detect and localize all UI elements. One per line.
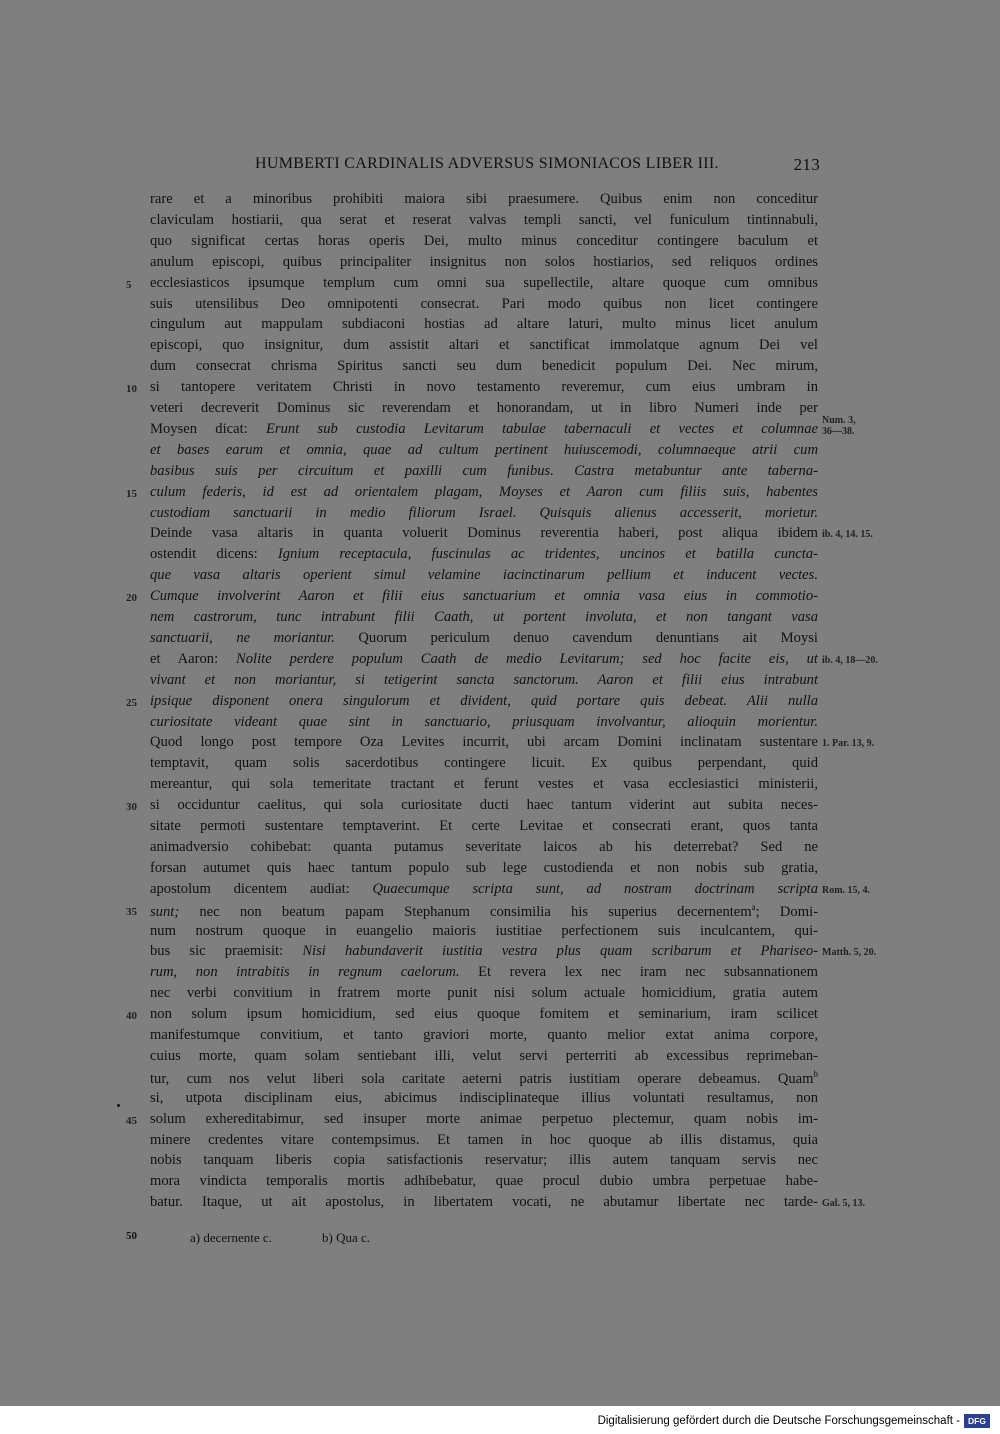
text-line: [150, 588, 818, 609]
text-segment: nobis tanquam liberis copia satisfactionis reservatur; illis autem tanquam servis nec: [150, 1152, 818, 1169]
text-line: [150, 1152, 818, 1173]
line-number: 5: [126, 278, 132, 291]
text-line: [150, 233, 818, 254]
line-number: 20: [126, 592, 137, 605]
margin-citation: Matth. 5, 20.: [822, 947, 877, 959]
text-segment: mereantur, qui sola temeritate tractant et ferunt vestes et vasa ecclesiastici ministerii,: [150, 776, 818, 793]
footnote-line-number: 50: [126, 1230, 137, 1242]
text-line: [150, 400, 818, 421]
text-line: [150, 191, 818, 212]
italic-quote: Cumque involverint Aaron et filii eius sanctuarium et omnia vasa eius in commotio-: [150, 588, 818, 605]
text-segment: mora vindicta temporalis mortis adhibebatur, quae procul dubio umbra perpetuae habe-: [150, 1173, 818, 1190]
text-line: [150, 755, 818, 776]
margin-citation: 1. Par. 13, 9.: [822, 738, 875, 750]
text-segment: num nostrum quoque in euangelio maioris iustitiae perfectionem suis inculcantem, qui-: [150, 922, 818, 939]
page-number: 213: [793, 155, 820, 174]
footnote-a: a) decernente c.: [190, 1230, 272, 1245]
text-segment: Quorum periculum denuo cavendum denuntians ait Moysi: [334, 629, 818, 646]
text-line: [150, 943, 818, 964]
text-line: [150, 1132, 818, 1153]
text-segment: Et revera lex nec iram nec subsannationem: [459, 964, 818, 981]
text-segment: apostolum dicentem audiat:: [150, 880, 373, 897]
text-segment: forsan autumet quis haec tantum populo sub lege custodienda et non nobis sub gratia,: [150, 859, 818, 876]
text-segment: anulum episcopi, quibus principaliter insignitus non solos hostiarios, sed reliquos ordines: [150, 253, 818, 270]
text-line: [150, 902, 818, 923]
text-line: [150, 609, 818, 630]
text-segment: batur. Itaque, ut ait apostolus, in libertatem vocati, ne abutamur libertate nec tarde-: [150, 1194, 818, 1211]
margin-citation: Rom. 15, 4.: [822, 884, 871, 896]
text-line: [150, 714, 818, 735]
line-number: 45: [126, 1114, 137, 1127]
text-line: [150, 254, 818, 275]
text-line: [150, 421, 818, 442]
text-segment: nec verbi convitium in fratrem morte punit nisi solum actuale homicidium, gratia autem: [150, 985, 818, 1002]
italic-quote: Erunt sub custodia Levitarum tabulae tabernaculi et vectes et columnae: [266, 420, 818, 437]
footnote-b: b) Qua c.: [322, 1230, 371, 1245]
margin-citation: ib. 4, 14. 15.: [822, 529, 873, 541]
footnote-marker: b: [813, 1068, 818, 1079]
text-line: [150, 567, 818, 588]
text-line: [150, 1027, 818, 1048]
text-segment: suis utensilibus Deo omnipotenti consecrat. Pari modo quibus non licet contingere: [150, 295, 818, 312]
text-line: [150, 923, 818, 944]
text-segment: ostendit dicens:: [150, 546, 278, 563]
text-segment: rare et a minoribus prohibiti maiora sibi praesumere. Quibus enim non conceditur: [150, 191, 818, 207]
text-segment: claviculam hostiarii, qua serat et reserat valvas templi sancti, vel funiculum tintinnabuli,: [150, 211, 818, 228]
text-line: [150, 693, 818, 714]
text-segment: et Aaron:: [150, 650, 237, 667]
text-line: [150, 985, 818, 1006]
footer-credit: Digitalisierung gefördert durch die Deutsche Forschungsgemeinschaft -: [597, 1415, 960, 1427]
text-segment: si, utpota disciplinam eius, abicimus indisciplinateque illius voluntati resultamus, non: [150, 1089, 818, 1106]
text-segment: si tantopere veritatem Christi in novo testamento reveremur, cum eius umbram in: [150, 379, 818, 396]
text-segment: dum consecrat chrisma Spiritus sancti seu dum benedicit populum Dei. Nec mirum,: [150, 358, 818, 375]
text-segment: manifestumque convitium, et tanto graviori morte, quanto melior extat anima corpore,: [150, 1027, 818, 1043]
italic-quote: ipsique disponent onera singulorum et divident, quid portare quis debeat. Alii nulla: [150, 692, 818, 709]
text-line: [150, 546, 818, 567]
italic-quote: culum federis, id est ad orientalem plagam, Moyses et Aaron cum filiis suis, habentes: [150, 483, 818, 500]
text-line: [150, 484, 818, 505]
italic-quote: Nisi habundaverit iustitia vestra plus quam scribarum et Phariseo-: [302, 943, 818, 960]
text-segment: si occiduntur caelitus, qui sola curiositate ducti haec tantum viderint aut subita neces-: [150, 797, 818, 814]
italic-quote: sunt;: [150, 903, 180, 920]
text-line: [150, 337, 818, 358]
text-line: [150, 1173, 818, 1194]
italic-quote: curiositate videant quae sint in sanctuario, priusquam involvantur, alioquin morientur.: [150, 713, 818, 730]
text-segment: Deinde vasa altaris in quanta voluerit Dominus reverentia haberi, post aliqua ibidem: [150, 525, 818, 542]
text-line: [150, 212, 818, 233]
text-segment: ; Domi-: [755, 903, 818, 920]
text-line: [150, 379, 818, 400]
text-line: [150, 1069, 818, 1090]
text-line: [150, 525, 818, 546]
text-line: [150, 1006, 818, 1027]
italic-quote: sanctuarii, ne moriantur.: [150, 629, 335, 646]
text-segment: Moysen dicat:: [150, 420, 266, 437]
text-line: [150, 1111, 818, 1132]
text-segment: ecclesiasticos ipsumque templum cum omni sua supellectile, altare quoque cum omnibus: [150, 274, 818, 291]
line-number: 30: [126, 801, 137, 814]
line-number: 40: [126, 1010, 137, 1023]
text-line: [150, 651, 818, 672]
text-line: [150, 296, 818, 317]
text-line: [150, 275, 818, 296]
footnote-marker: a: [751, 901, 756, 912]
text-line: [150, 860, 818, 881]
text-line: [150, 442, 818, 463]
text-segment: animadversio cohibebat: quanta putamus severitate laicos ab his deterrebat? Sed ne: [150, 838, 818, 855]
line-number: 35: [126, 905, 137, 918]
text-line: [150, 797, 818, 818]
text-line: [150, 1194, 818, 1215]
margin-citation: Num. 3, 36—38.: [822, 414, 856, 437]
text-segment: non solum ipsum homicidium, sed eius quoque fomitem et seminarium, iram scilicet: [150, 1006, 818, 1023]
text-line: [150, 1090, 818, 1111]
footer-bar: [0, 1406, 1000, 1434]
text-segment: cuius morte, quam solam sentiebant illi, velut servi perterriti ab excessibus reprimeban-: [150, 1047, 818, 1064]
text-line: [150, 881, 818, 902]
text-segment: bus sic praemisit:: [150, 943, 303, 960]
italic-quote: Ignium receptacula, fuscinulas ac tridentes, uncinos et batilla cuncta-: [277, 546, 818, 563]
text-line: [150, 839, 818, 860]
text-segment: nec non beatum papam Stephanum consimilia his superius decernentem: [179, 903, 752, 920]
text-segment: tur, cum nos velut liberi sola caritate aeterni patris iustitiam operare debeamus. Quam: [150, 1070, 814, 1087]
text-line: [150, 964, 818, 985]
italic-quote: Quaecumque scripta sunt, ad nostram doctrinam scripta: [372, 880, 818, 897]
text-line: [150, 818, 818, 839]
line-number: 25: [126, 696, 137, 709]
text-line: [150, 463, 818, 484]
text-line: [150, 1048, 818, 1069]
margin-citation: ib. 4, 18—20.: [822, 654, 878, 666]
text-segment: Quod longo post tempore Oza Levites incurrit, ubi arcam Domini inclinatam sustentare: [150, 734, 818, 751]
italic-quote: que vasa altaris operient simul velamine iacinctinarum pellium et inducent vectes.: [150, 567, 818, 584]
text-segment: episcopi, quo insignitur, dum assistit altari et sanctificat immolatque agnum Dei vel: [150, 337, 818, 354]
italic-quote: vivant et non moriantur, si tetigerint sancta sanctorum. Aaron et filii eius intrabunt: [150, 671, 818, 688]
dfg-logo: DFG: [964, 1414, 990, 1428]
running-title: HUMBERTI CARDINALIS ADVERSUS SIMONIACOS LIBER III.: [255, 155, 719, 172]
italic-quote: basibus suis per circuitum et paxilli cum funibus. Castra metabuntur ante taberna-: [150, 462, 818, 479]
text-line: [150, 505, 818, 526]
text-segment: sitate permoti sustentare temptaverint. Et certe Levitae et consecrati erant, quos tanta: [150, 818, 818, 834]
italic-quote: custodiam sanctuarii in medio filiorum Israel. Quisquis alienus accesserit, morietur.: [150, 504, 818, 521]
text-line: [150, 316, 818, 337]
text-segment: solum exhereditabimur, sed insuper morte animae perpetuo plectemur, quam nobis im-: [150, 1110, 818, 1127]
italic-quote: rum, non intrabitis in regnum caelorum.: [150, 964, 460, 981]
margin-dot: [117, 1104, 120, 1107]
text-line: [150, 358, 818, 379]
line-number: 15: [126, 487, 137, 500]
text-segment: quo significat certas horas operis Dei, multo minus conceditur contingere baculum et: [150, 232, 818, 249]
text-segment: minere credentes vitare contempsimus. Et tamen in hoc quoque ab illis distamus, quia: [150, 1131, 818, 1148]
text-line: [150, 734, 818, 755]
text-segment: temptavit, quam solis sacerdotibus contingere licuit. Ex quibus perpendant, quid: [150, 755, 818, 772]
margin-citation: Gal. 5, 13.: [822, 1198, 866, 1210]
text-segment: veteri decreverit Dominus sic reverendam et honorandam, ut in libro Numeri inde per: [150, 400, 818, 416]
text-line: [150, 672, 818, 693]
text-line: [150, 630, 818, 651]
italic-quote: nem castrorum, tunc intrabunt filii Caath, ut portent involuta, et non tangant vasa: [150, 609, 818, 625]
line-number: 10: [126, 383, 137, 396]
italic-quote: et bases earum et omnia, quae ad cultum pertinent huiuscemodi, columnaeque atrii cum: [150, 441, 818, 458]
text-line: [150, 776, 818, 797]
italic-quote: Nolite perdere populum Caath de medio Levitarum; sed hoc facite eis, ut: [236, 650, 818, 667]
text-segment: cingulum aut mappulam subdiaconi hostias ad altare laturi, multo minus licet anulum: [150, 316, 818, 333]
